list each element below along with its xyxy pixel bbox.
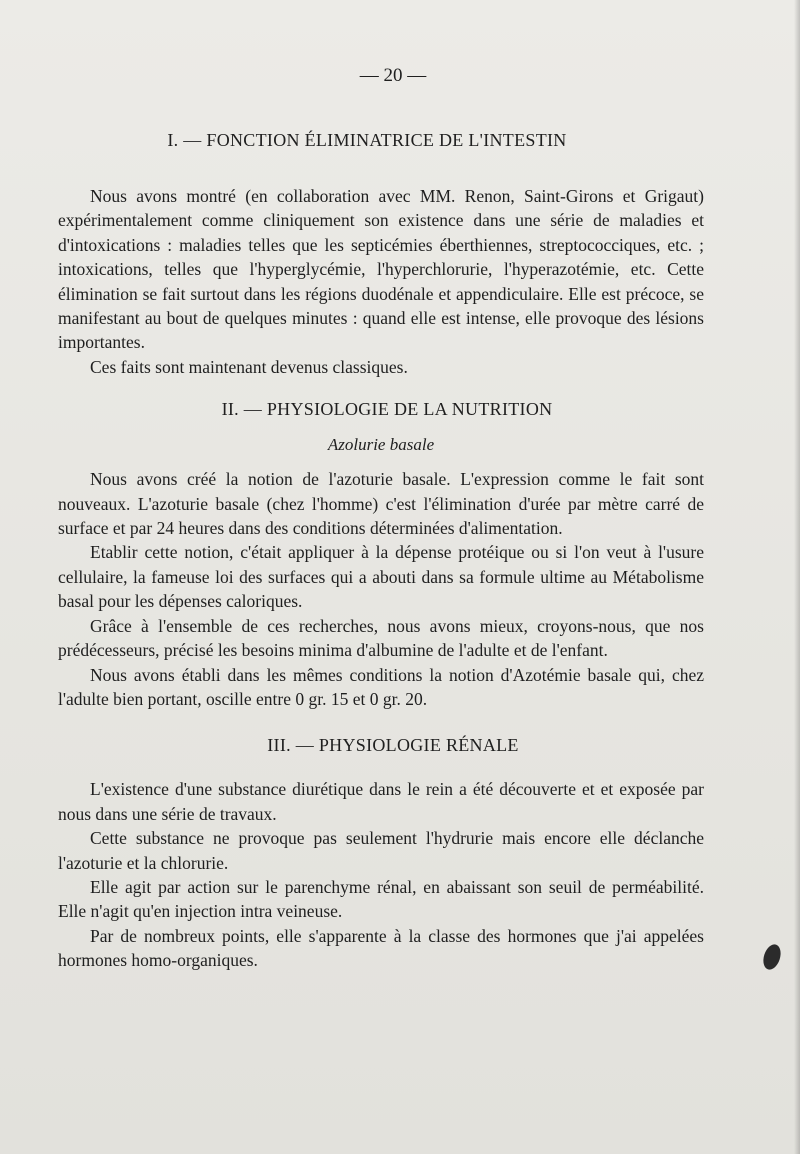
paragraph: Grâce à l'ensemble de ces recherches, nous avons mieux, croyons-nous, que nos prédécesseurs, précisé les besoins minima d'albumine de l'adulte et de l'enfant. — [58, 615, 704, 661]
page-content — [58, 62, 704, 973]
paragraph: L'existence d'une substance diurétique dans le rein a été découverte et et exposée par nous dans une série de travaux. — [58, 779, 704, 824]
paragraph: Nous avons montré (en collaboration avec MM. Renon, Saint-Girons et Grigaut) expérimentalement comme cliniquement son existence dans une série de maladies et d'intoxications : maladies telles que les septicémies éberthiennes, streptococciques, etc. ; intoxications, telles que l'hyperglycémie, l'hyperchlorurie, l'hyperazotémie, etc. Cette élimination se fait surtout dans les régions duodénale et appendiculaire. Elle est précoce, se manifestant au bout de quelques minutes : quand elle est intense, elle provoque des lésions importantes. — [58, 186, 704, 353]
paragraph: Par de nombreux points, elle s'apparente à la classe des hormones que j'ai appelées hormones homo-organiques. — [58, 925, 704, 971]
section-heading-nutrition: II. — PHYSIOLOGIE DE LA NUTRITION — [221, 399, 553, 420]
section-heading-renale: III. — PHYSIOLOGIE RÉNALE — [267, 735, 519, 756]
page-edge-shadow — [794, 0, 800, 1154]
paragraph: Ces faits sont maintenant devenus classiques. — [90, 356, 408, 377]
paragraph: Nous avons créé la notion de l'azoturie basale. L'expression comme le fait sont nouveaux. L'azoturie basale (chez l'homme) c'est l'élimination d'urée par mètre carré de surface et par 24 heures dans des conditions déterminées d'alimentation. — [58, 469, 704, 539]
page-number: — 20 — — [359, 65, 427, 86]
paragraph: Etablir cette notion, c'était appliquer à la dépense protéique ou si l'on veut à l'usure cellulaire, la fameuse loi des surfaces qui a abouti dans sa formule ultime au Métabolisme basal pour les dépenses caloriques. — [58, 542, 704, 612]
subsection-heading-azoturie: Azolurie basale — [327, 435, 435, 455]
paragraph: Cette substance ne provoque pas seulement l'hydrurie mais encore elle déclanche l'azoturie et la chlorurie. — [58, 828, 704, 873]
section-heading-intestin: I. — FONCTION ÉLIMINATRICE DE L'INTESTIN — [167, 130, 567, 150]
ink-blot — [760, 942, 783, 972]
paragraph: Elle agit par action sur le parenchyme rénal, en abaissant son seuil de perméabilité. Elle n'agit qu'en injection intra veineuse. — [58, 876, 704, 922]
paragraph: Nous avons établi dans les mêmes conditions la notion d'Azotémie basale qui, chez l'adulte bien portant, oscille entre 0 gr. 15 et 0 gr. 20. — [58, 664, 704, 709]
